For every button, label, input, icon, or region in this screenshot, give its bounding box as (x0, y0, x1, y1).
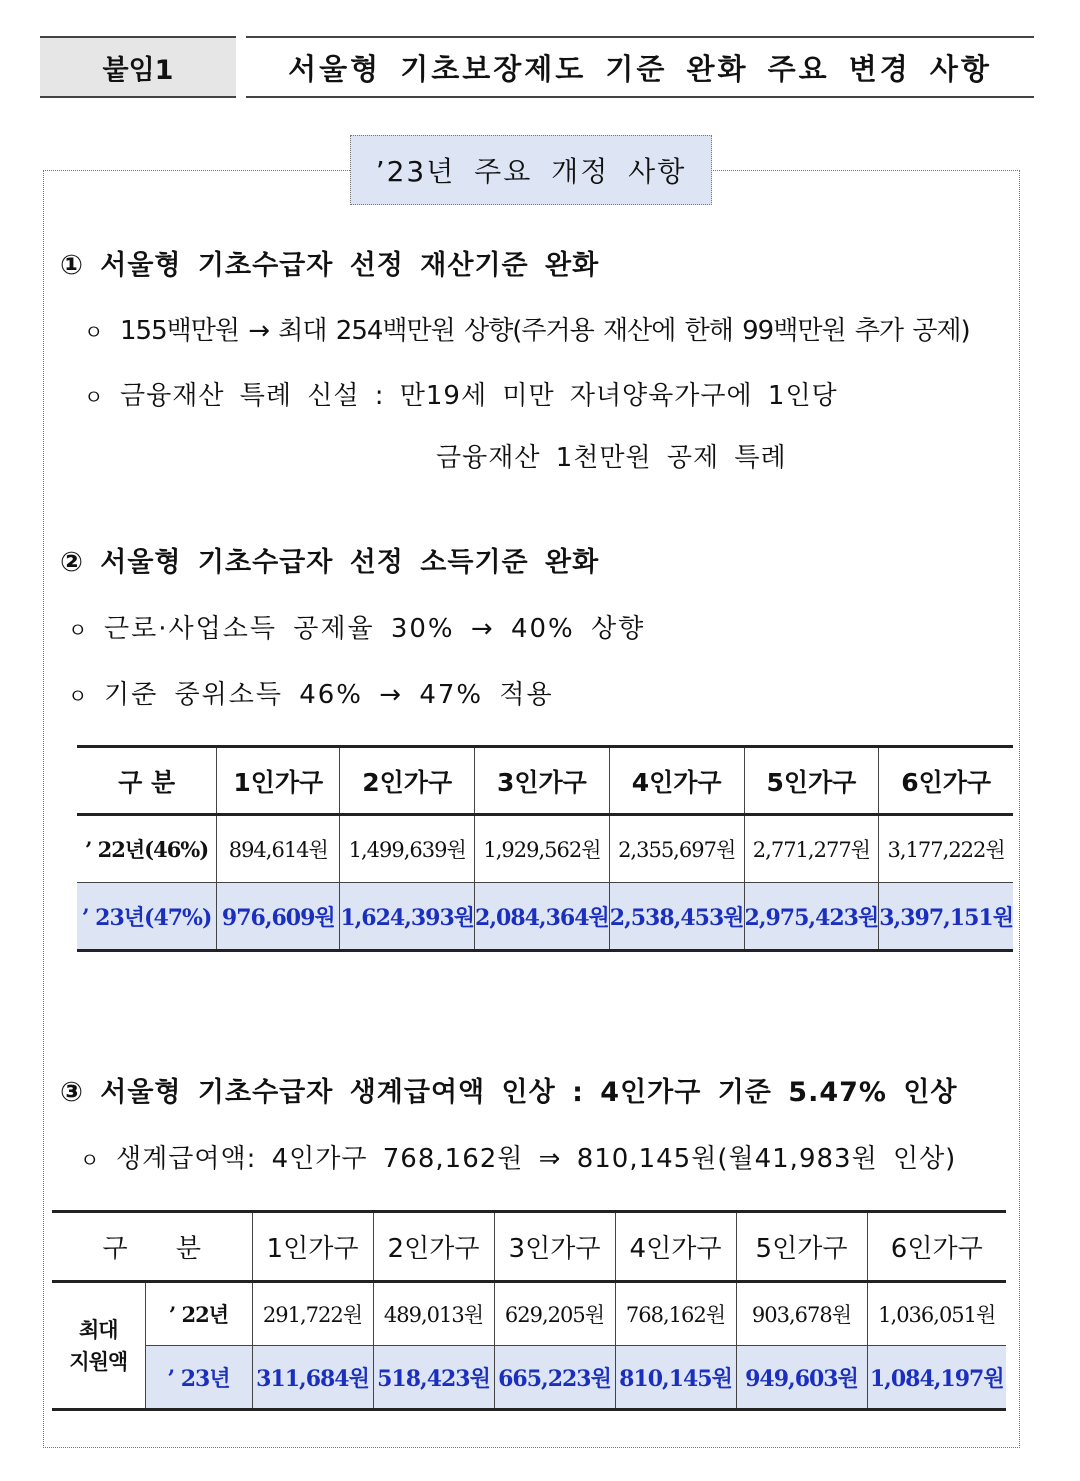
group-label (52, 1282, 145, 1410)
table-cell: 2,355,697원 (609, 815, 744, 883)
bullet: ㅇ (84, 385, 104, 409)
section2-heading: ② 서울형 기초수급자 선정 소득기준 완화 (60, 547, 600, 578)
table-header-row (77, 747, 1013, 815)
table-row-highlighted (52, 1346, 1006, 1410)
bullet: ㅇ (68, 618, 88, 642)
table-cell: 1,929,562원 (475, 815, 610, 883)
column-header: 2인가구 (373, 1212, 494, 1282)
section2-item-2 (68, 674, 554, 711)
median-income-table (77, 745, 1013, 952)
section2-item-1 (68, 608, 645, 645)
column-header: 1인가구 (252, 1212, 373, 1282)
table-cell: 2,084,364원 (475, 883, 610, 951)
table-cell: 1,036,051원 (867, 1282, 1006, 1346)
table-cell: 489,013원 (373, 1282, 494, 1346)
column-header: 3인가구 (494, 1212, 615, 1282)
column-header: 구 분 (77, 747, 217, 815)
table-cell: 518,423원 (373, 1346, 494, 1410)
table-row-highlighted (77, 883, 1013, 951)
bullet: ㅇ (80, 1148, 100, 1172)
column-header: 5인가구 (736, 1212, 867, 1282)
section1-item-2-continuation: 금융재산 1천만원 공제 특례 (436, 443, 787, 473)
row-label: ’ 22년(46%) (77, 815, 217, 883)
row-label: ’ 23년 (145, 1346, 252, 1410)
table-cell: 1,624,393원 (340, 883, 475, 951)
section2-item-2-text: 기준 중위소득 46% → 47% 적용 (104, 680, 554, 710)
section2-item-1-text: 근로·사업소득 공제율 30% → 40% 상향 (104, 614, 646, 644)
row-label: ’ 22년 (145, 1282, 252, 1346)
column-header: 4인가구 (615, 1212, 736, 1282)
table-cell: 949,603원 (736, 1346, 867, 1410)
table-cell: 629,205원 (494, 1282, 615, 1346)
table-cell: 3,177,222원 (879, 815, 1013, 883)
section1-item-1 (84, 310, 970, 347)
table-cell: 976,609원 (217, 883, 340, 951)
table-row (52, 1282, 1006, 1346)
section3-item (80, 1138, 956, 1175)
section1-heading: ① 서울형 기초수급자 선정 재산기준 완화 (60, 250, 600, 281)
table-cell: 768,162원 (615, 1282, 736, 1346)
box-title: ’23년 주요 개정 사항 (350, 135, 712, 205)
bullet: ㅇ (84, 320, 104, 344)
group-label-line-1: 최대 (78, 1317, 118, 1342)
column-header: 5인가구 (744, 747, 879, 815)
table-cell: 665,223원 (494, 1346, 615, 1410)
column-header: 구 분 (52, 1212, 252, 1282)
column-header: 3인가구 (475, 747, 610, 815)
column-header: 6인가구 (879, 747, 1013, 815)
table-cell: 311,684원 (252, 1346, 373, 1410)
table-cell: 810,145원 (615, 1346, 736, 1410)
page-title: 서울형 기초보장제도 기준 완화 주요 변경 사항 (246, 36, 1034, 98)
table-cell: 894,614원 (217, 815, 340, 883)
livelihood-benefit-table (52, 1210, 1006, 1411)
table-cell: 2,538,453원 (609, 883, 744, 951)
section3-item-text: 생계급여액: 4인가구 768,162원 ⇒ 810,145원(월41,983원 인상) (116, 1144, 957, 1174)
table-row (77, 815, 1013, 883)
group-label-line-2: 지원액 (69, 1349, 128, 1374)
bullet: ㅇ (68, 684, 88, 708)
table-cell: 291,722원 (252, 1282, 373, 1346)
column-header: 6인가구 (867, 1212, 1006, 1282)
column-header: 4인가구 (609, 747, 744, 815)
table-cell: 3,397,151원 (879, 883, 1013, 951)
table-cell: 2,975,423원 (744, 883, 879, 951)
table-cell: 1,084,197원 (867, 1346, 1006, 1410)
section1-item-1-text: 155백만원 → 최대 254백만원 상향(주거용 재산에 한해 99백만원 추가 공제) (120, 316, 970, 346)
table-header-row (52, 1212, 1006, 1282)
section3-heading: ③ 서울형 기초수급자 생계급여액 인상 : 4인가구 기준 5.47% 인상 (60, 1077, 958, 1108)
column-header: 1인가구 (217, 747, 340, 815)
row-label: ’ 23년(47%) (77, 883, 217, 951)
attachment-tag: 붙임1 (40, 36, 236, 98)
section1-item-2 (84, 375, 838, 412)
table-cell: 903,678원 (736, 1282, 867, 1346)
column-header: 2인가구 (340, 747, 475, 815)
table-cell: 2,771,277원 (744, 815, 879, 883)
section1-item-2-text: 금융재산 특례 신설 : 만19세 미만 자녀양육가구에 1인당 (120, 381, 838, 411)
table-cell: 1,499,639원 (340, 815, 475, 883)
